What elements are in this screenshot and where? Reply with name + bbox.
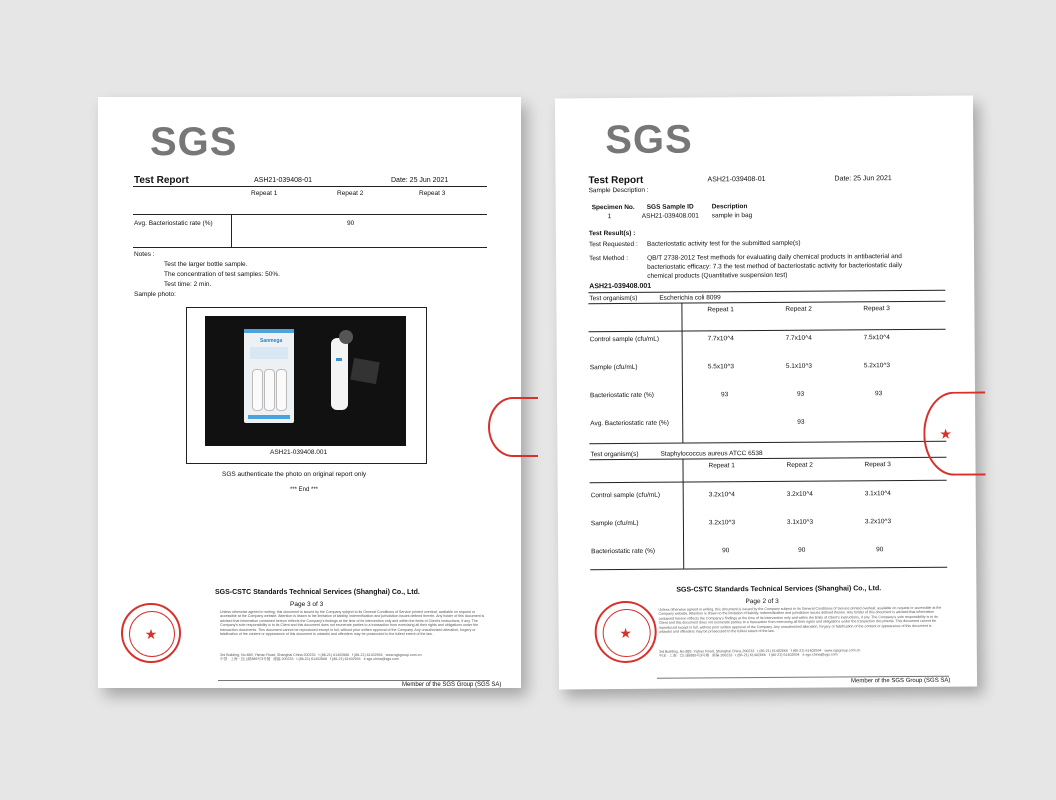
table1-row-label: Control sample (cfu/mL) [589, 335, 660, 344]
table2-rule [589, 457, 946, 460]
red-seal-stamp: ★ [594, 601, 656, 663]
table-divider [231, 214, 232, 247]
test-method-line: bacteriostatic efficacy: 7.3 the test method of bacteriostatic activity for bacteriostatic daily [647, 262, 903, 271]
report-number: ASH21-039408-01 [707, 175, 766, 184]
table-bottom-rule [133, 247, 487, 248]
note-line: Test the larger bottle sample. [164, 261, 248, 268]
product-brand: Sanmega [260, 338, 283, 344]
sample-description-label: Sample Description : [588, 186, 649, 195]
specimen-header: Specimen No. [591, 203, 635, 212]
table2-row-label: Bacteriostatic rate (%) [591, 547, 656, 556]
report-page-3 [98, 97, 521, 688]
table2-header-rule [590, 480, 947, 483]
sample-photo [205, 316, 406, 446]
report-date: Date: 25 Jun 2021 [834, 175, 892, 183]
photo-caption: ASH21-039408.001 [270, 449, 328, 456]
test-method-line: chemical products (Quantitative suspension test) [647, 271, 788, 280]
product-bottle [331, 338, 348, 410]
table2-col-header: Repeat 3 [864, 461, 891, 469]
sample-photo-label: Sample photo: [134, 291, 176, 298]
report-page-2 [555, 96, 977, 690]
authenticate-note: SGS authenticate the photo on original report only [222, 471, 367, 478]
report-title: Test Report [134, 175, 189, 186]
table2-cell: 3.1x10^4 [864, 490, 891, 498]
company-name: SGS-CSTC Standards Technical Services (Shanghai) Co., Ltd. [676, 585, 882, 594]
note-line: Test time: 2 min. [164, 281, 212, 288]
table2-organism: Staphylococcus aureus ATCC 6538 [660, 450, 763, 458]
avg-rate-label: Avg. Bacteriostatic rate (%) [134, 220, 213, 227]
specimen-no: 1 [607, 213, 612, 221]
terms-fine-print: Unless otherwise agreed in writing, this document is issued by the Company subject to its General Conditions of Service printed overleaf, available on request or accessible at the Company website. Attention is drawn to the limitation of liability, indemnification and jurisdiction issues defined therein. Any holder of this document is advised that information contained hereon reflects the Company's findings at the time of its intervention only and within the limits of Client's instructions, if any. The Company's sole responsibility is to its Client and this document does not exonerate parties to a transaction from exercising all their rights and obligations under the transaction documents. This document cannot be reproduced except in full, without prior written approval of the Company. Any unauthorized alteration, forgery or falsification of the content or appearance of this document is unlawful and offenders may be prosecuted to the fullest extent of the law. [658, 605, 942, 634]
table2-row-label: Sample (cfu/mL) [590, 519, 639, 528]
table1-col-header: Repeat 2 [785, 305, 812, 313]
table1-divider [681, 303, 683, 443]
report-title: Test Report [588, 174, 644, 187]
test-method-label: Test Method : [589, 254, 629, 263]
sgs-logo: SGS [150, 120, 238, 164]
description-header: Description [711, 203, 748, 211]
page-number: Page 3 of 3 [290, 601, 324, 608]
test-method-line: QB/T 2738-2012 Test methods for evaluating daily chemical products in antibacterial and [647, 253, 902, 262]
table1-row-label: Sample (cfu/mL) [589, 363, 638, 372]
note-line: The concentration of test samples: 50%. [164, 271, 280, 278]
red-seal-stamp-partial: ★ [923, 391, 986, 475]
red-seal-stamp: ★ [121, 603, 181, 663]
page-number: Page 2 of 3 [745, 597, 779, 606]
red-seal-stamp-partial [488, 397, 538, 457]
table2-cell: 3.1x10^3 [786, 518, 814, 526]
table1-cell: 5.2x10^3 [863, 362, 891, 370]
sgs-id-header: SGS Sample ID [646, 203, 694, 211]
table1-bottom-rule [589, 441, 946, 444]
table1-cell: 93 [874, 390, 883, 398]
title-rule [133, 186, 487, 187]
address-fine-print: 3rd Building, No.889, Yishan Road, Shanghai China 200233 t (86-21) 61402666 f (86-21) 61402594 www.sgsgroup.com.cn 中国 · 上海 · 宜山路889号3号楼 邮编 200233 t (86-21) 61402666 f (86-21) 61402594 e sgs.china@sgs.com [658, 648, 861, 659]
table1-avg-value: 93 [797, 418, 805, 426]
table2-cell: 90 [798, 546, 806, 554]
table1-cell: 5.1x10^3 [785, 362, 813, 370]
col-header-repeat2: Repeat 2 [337, 190, 364, 197]
table2-cell: 3.2x10^3 [708, 519, 736, 527]
col-header-repeat3: Repeat 3 [419, 190, 446, 197]
footer-rule [218, 680, 490, 681]
sample-id-heading: ASH21-039408.001 [589, 282, 652, 291]
table1-cell: 5.5x10^3 [707, 363, 735, 371]
table1-cell: 7.7x10^4 [707, 335, 734, 343]
table2-divider [682, 459, 684, 569]
table1-rule [588, 301, 945, 304]
product-blister-pack [244, 329, 294, 423]
photo-frame [186, 307, 427, 464]
table1-col-header: Repeat 1 [707, 306, 734, 314]
table1-avg-label: Avg. Bacteriostatic rate (%) [590, 419, 669, 428]
table2-cell: 3.2x10^3 [864, 518, 892, 526]
sgs-sample-id: ASH21-039408.001 [641, 212, 699, 220]
report-number: ASH21-039408-01 [254, 177, 312, 184]
sample-description: sample in bag [711, 212, 753, 220]
table1-header-rule [589, 329, 946, 332]
end-marker: *** End *** [290, 487, 319, 493]
table2-row-label: Control sample (cfu/mL) [590, 491, 661, 500]
table1-organism: Escherichia coli 8099 [659, 294, 721, 302]
table2-col-header: Repeat 2 [786, 461, 813, 469]
company-name: SGS-CSTC Standards Technical Services (Shanghai) Co., Ltd. [215, 589, 420, 596]
test-requested-value: Bacteriostatic activity test for the submitted sample(s) [646, 239, 801, 248]
member-line: Member of the SGS Group (SGS SA) [850, 677, 951, 685]
table1-row-label: Bacteriostatic rate (%) [589, 391, 654, 400]
table1-cell: 93 [720, 391, 729, 399]
sgs-logo: SGS [605, 117, 693, 163]
table2-cell: 90 [722, 547, 730, 555]
terms-fine-print: Unless otherwise agreed in writing, this document is issued by the Company subject to its General Conditions of Service printed overleaf, available on request or accessible at the Company website. Attention is drawn to the limitation of liability, indemnification and jurisdiction issues defined therein. Any holder of this document is advised that information contained hereon reflects the Company's findings at the time of its intervention only and within the limits of Client's instructions, if any. The Company's sole responsibility is to its Client and this document does not exonerate parties to a transaction from exercising all their rights and obligations under the transaction documents. This document cannot be reproduced except in full, without prior written approval of the Company. Any unauthorized alteration, forgery or falsification of the content or appearance of this document is unlawful and offenders may be prosecuted to the fullest extent of the law. [220, 610, 485, 637]
table1-cell: 93 [796, 390, 805, 398]
table1-cell: 7.5x10^4 [863, 334, 890, 342]
avg-rate-value: 90 [347, 220, 355, 227]
address-fine-print: 3rd Building, No.889, Yishan Road, Shanghai China 200233 t (86-21) 61402666 f (86-21) 61402594 www.sgsgroup.com.cn 中国 · 上海 · 宜山路889号3号楼 邮编 200233 t (86-21) 61402666 f (86-21) 61402594 e sgs.china@sgs.com [220, 653, 422, 662]
table2-bottom-rule [590, 567, 947, 570]
table2-col-header: Repeat 1 [708, 462, 735, 470]
table1-organism-label: Test organism(s) [589, 294, 638, 303]
notes-label: Notes : [134, 251, 155, 258]
table-rule [133, 214, 487, 215]
table2-cell: 3.2x10^4 [708, 491, 735, 499]
test-results-label: Test Result(s) : [588, 229, 636, 238]
col-header-repeat1: Repeat 1 [251, 190, 278, 197]
bottle-cap [339, 330, 353, 344]
table2-cell: 3.2x10^4 [786, 490, 813, 498]
table2-cell: 90 [876, 546, 884, 554]
table1-cell: 7.7x10^4 [785, 334, 812, 342]
sample-bag [350, 358, 379, 384]
table2-organism-label: Test organism(s) [590, 450, 639, 459]
table1-col-header: Repeat 3 [863, 305, 890, 313]
member-line: Member of the SGS Group (SGS SA) [402, 682, 502, 688]
test-requested-label: Test Requested : [588, 240, 638, 249]
report-date: Date: 25 Jun 2021 [391, 177, 449, 184]
